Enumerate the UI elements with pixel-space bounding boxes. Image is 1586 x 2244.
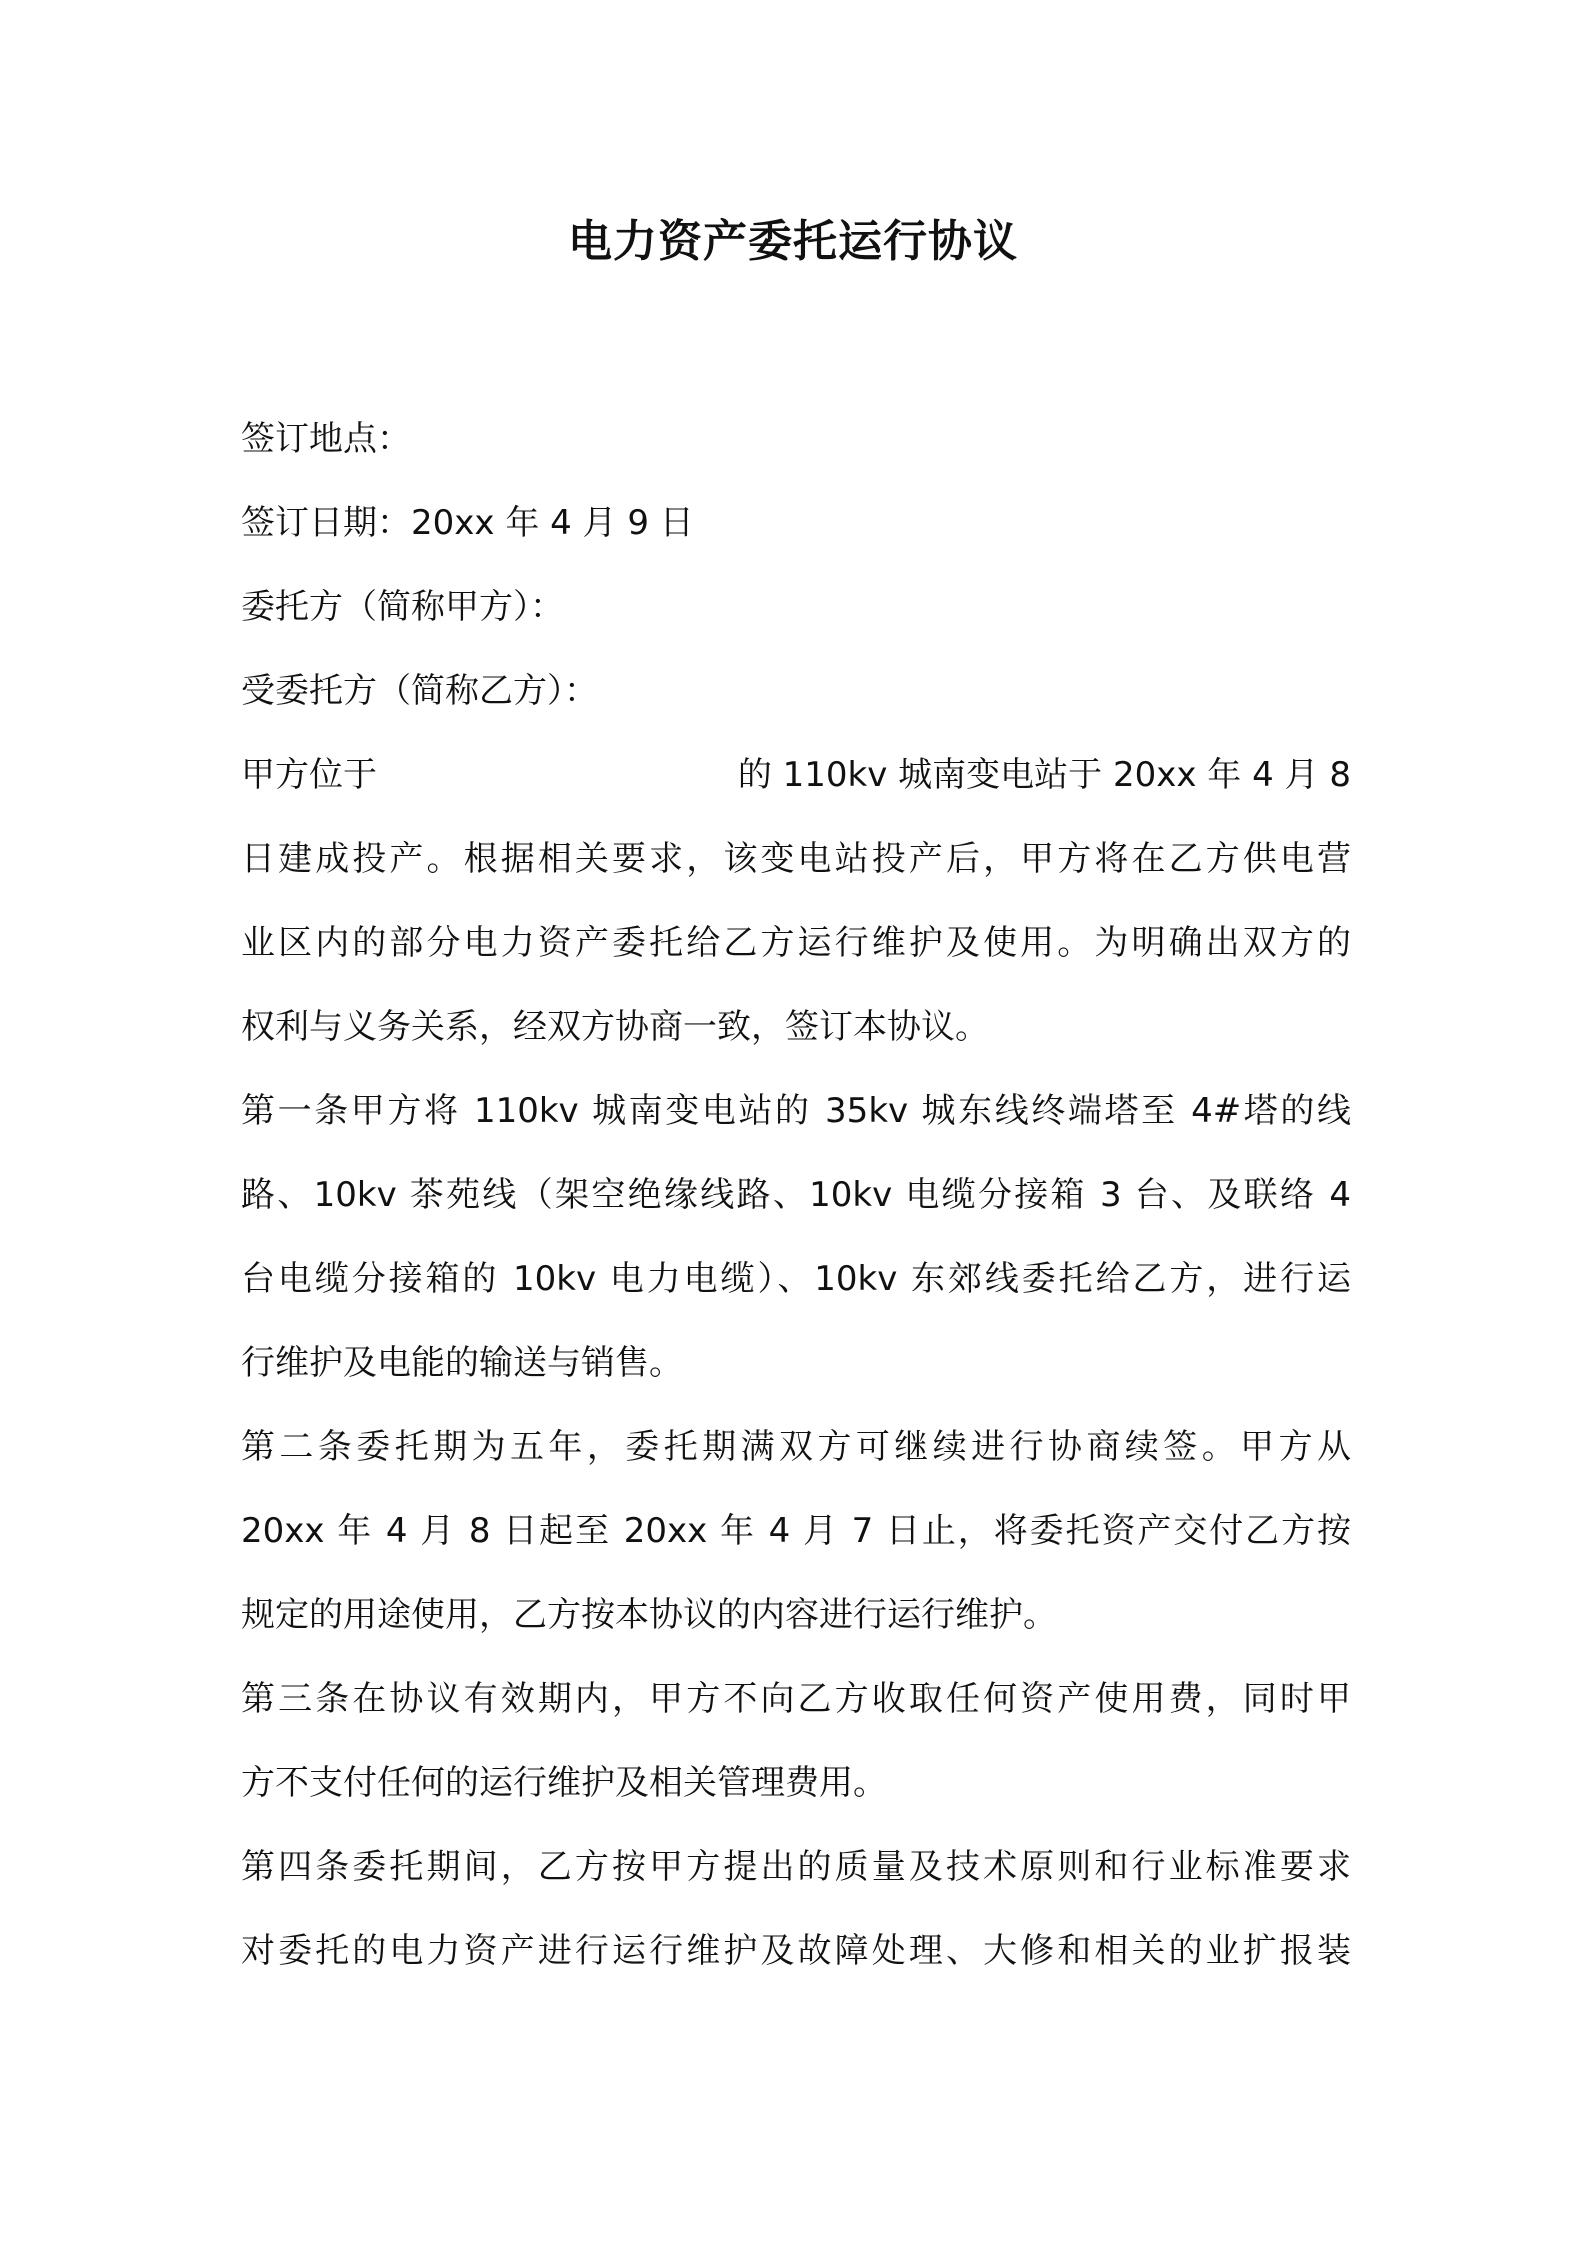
article-line: 方不支付任何的运行维护及相关管理费用。 (241, 1763, 887, 1803)
article-line: 行维护及电能的输送与销售。 (241, 1343, 683, 1383)
article-line: 20xx 年 4 月 8 日起至 20xx 年 4 月 7 日止，将委托资产交付乙方按 (241, 1511, 1351, 1551)
article-line: 台电缆分接箱的 10kv 电力电缆）、10kv 东郊线委托给乙方，进行运 (241, 1259, 1351, 1299)
signing-date-line: 签订日期：20xx 年 4 月 9 日 (241, 503, 694, 543)
article-1 (241, 1069, 1351, 1405)
intro-first-line (241, 733, 1351, 817)
intro-line: 权利与义务关系，经双方协商一致，签订本协议。 (241, 1007, 989, 1047)
article-line: 规定的用途使用，乙方按本协议的内容进行运行维护。 (241, 1595, 1057, 1635)
article-2 (241, 1405, 1351, 1657)
article-4 (241, 1825, 1351, 1993)
article-line: 第二条委托期为五年，委托期满双方可继续进行协商续签。甲方从 (241, 1427, 1351, 1467)
intro-line: 日建成投产。根据相关要求，该变电站投产后，甲方将在乙方供电营 (241, 839, 1351, 879)
party-b-line: 受委托方（简称乙方）： (241, 671, 598, 711)
article-3 (241, 1657, 1351, 1825)
header-block (241, 397, 1351, 733)
article-line: 路、10kv 茶苑线（架空绝缘线路、10kv 电缆分接箱 3 台、及联络 4 (241, 1175, 1351, 1215)
location-blank (392, 733, 722, 817)
intro-start-text: 甲方位于 (241, 755, 377, 795)
intro-end-text: 的 110kv 城南变电站于 20xx 年 4 月 8 (737, 755, 1351, 795)
article-line: 对委托的电力资产进行运行维护及故障处理、大修和相关的业扩报装 (241, 1931, 1351, 1971)
party-a-line: 委托方（简称甲方）： (241, 587, 564, 627)
signing-place-line: 签订地点： (241, 419, 411, 459)
article-line: 第三条在协议有效期内，甲方不向乙方收取任何资产使用费，同时甲 (241, 1679, 1351, 1719)
intro-paragraph (241, 733, 1351, 1069)
article-line: 第四条委托期间，乙方按甲方提出的质量及技术原则和行业标准要求 (241, 1847, 1351, 1887)
document-title: 电力资产委托运行协议 (568, 216, 1018, 267)
intro-line: 业区内的部分电力资产委托给乙方运行维护及使用。为明确出双方的 (241, 923, 1351, 963)
article-line: 第一条甲方将 110kv 城南变电站的 35kv 城东线终端塔至 4#塔的线 (241, 1091, 1351, 1131)
